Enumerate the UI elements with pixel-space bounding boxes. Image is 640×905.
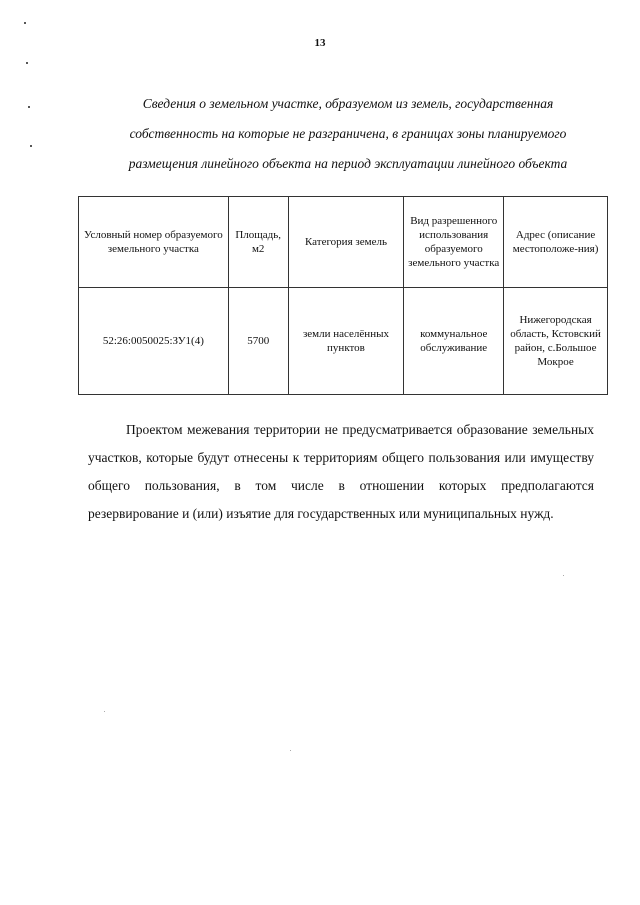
- scan-speck: [290, 750, 291, 751]
- header-cell: Условный номер образуемого земельного участка: [79, 197, 229, 288]
- heading-line: собственность на которые не разграничена, в границах зоны планируемого: [129, 126, 567, 141]
- section-heading: [88, 89, 608, 179]
- paragraph: Проектом межевания территории не предусматривается образование земельных участков, которые будут отнесены к территориям общего пользования или имуществу общего пользования, в том числе в отношении которых предполагаются резервирование и (или) изъятие для государственных или муниципальных нужд.: [88, 422, 594, 521]
- cell-land-category: земли населённых пунктов: [288, 288, 404, 395]
- cell-address: Нижегородская область, Кстовский район, с.Большое Мокрое: [504, 288, 608, 395]
- land-plot-table: [78, 196, 608, 395]
- header-cell: Вид разрешенного использования образуемого земельного участка: [404, 197, 504, 288]
- scan-speck: [563, 575, 564, 576]
- page-number: 13: [314, 37, 326, 49]
- header-cell: Площадь, м2: [228, 197, 288, 288]
- body-text: [88, 416, 594, 528]
- cell-area: 5700: [228, 288, 288, 395]
- cell-permitted-use: коммунальное обслуживание: [404, 288, 504, 395]
- margin-mark: [24, 22, 26, 24]
- header-cell: Адрес (описание местоположе-ния): [504, 197, 608, 288]
- margin-mark: [26, 62, 28, 64]
- heading-line: Сведения о земельном участке, образуемом из земель, государственная: [142, 96, 554, 111]
- table-row: [79, 288, 608, 395]
- margin-mark: [30, 145, 32, 147]
- margin-mark: [28, 106, 30, 108]
- heading-line: размещения линейного объекта на период эксплуатации линейного объекта: [128, 156, 568, 171]
- table-header-row: [79, 197, 608, 288]
- header-cell: Категория земель: [288, 197, 404, 288]
- cell-plot-number: 52:26:0050025:ЗУ1(4): [79, 288, 229, 395]
- scan-speck: [104, 711, 105, 712]
